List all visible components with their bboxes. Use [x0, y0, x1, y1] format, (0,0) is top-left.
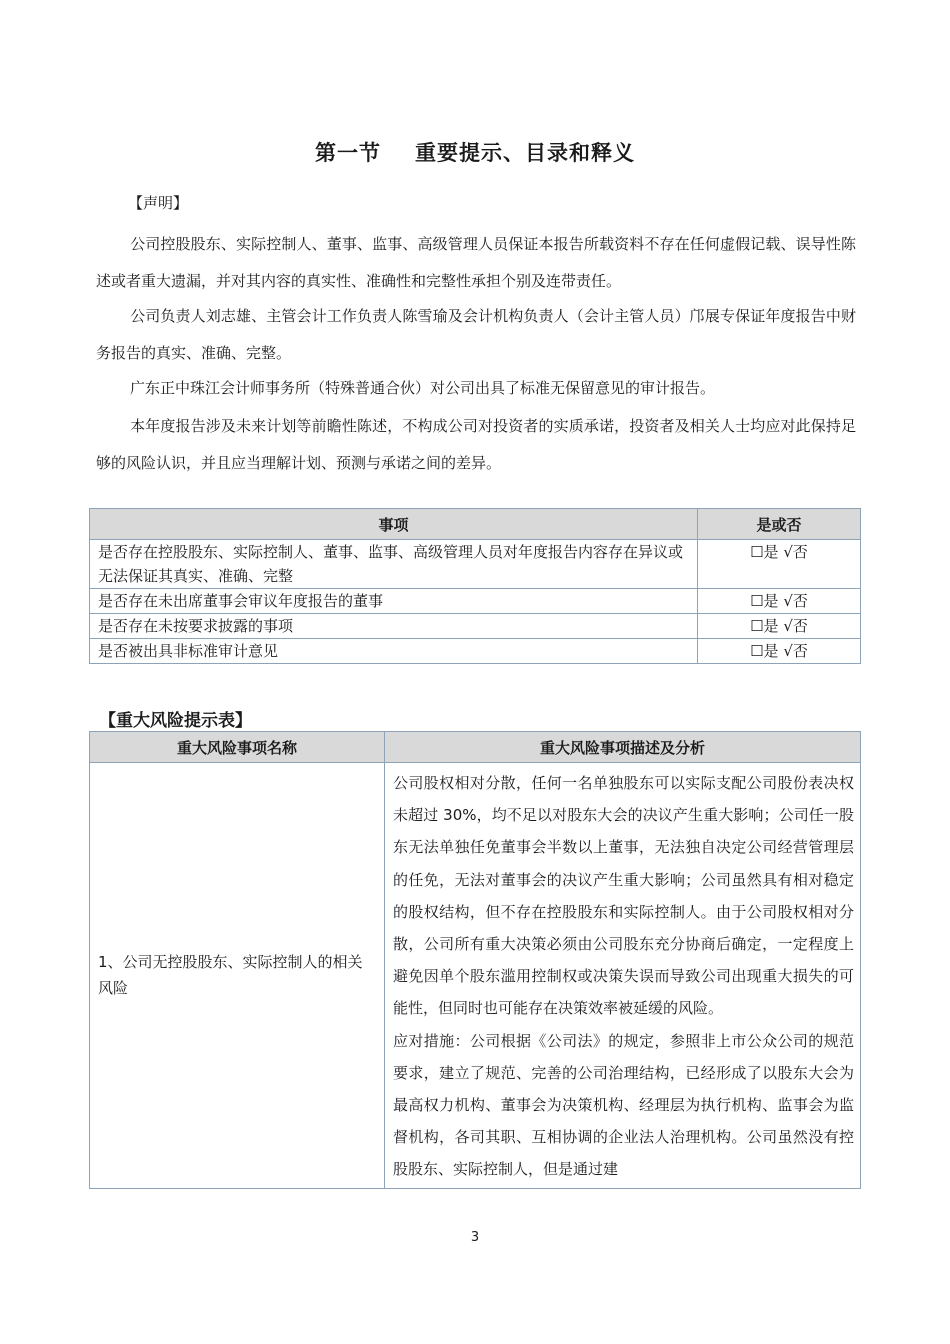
- answer-cell: ☐是 √否: [698, 589, 861, 614]
- paragraph-auditor: 广东正中珠江会计师事务所（特殊普通合伙）对公司出具了标准无保留意见的审计报告。: [130, 379, 716, 397]
- header-risk-description: 重大风险事项描述及分析: [385, 732, 861, 763]
- header-risk-name: 重大风险事项名称: [90, 732, 385, 763]
- page-number: 3: [470, 1230, 480, 1245]
- section-title: [0, 137, 950, 167]
- header-yes-no: 是或否: [698, 509, 861, 540]
- risk-countermeasure-text: 应对措施：公司根据《公司法》的规定，参照非上市公众公司的规范要求，建立了规范、完善的公司治理结构，已经形成了以股东大会为最高权力机构、董事会为决策机构、经理层为执行机构、监事会为监督机构，各司其职、互相协调的企业法人治理机构。公司虽然没有控股股东、实际控制人，但是通过建: [393, 1031, 854, 1179]
- section-number: 第一节: [315, 141, 381, 165]
- matter-cell: 是否被出具非标准审计意见: [90, 639, 698, 664]
- risk-table: [89, 731, 861, 1189]
- paragraph-responsible-persons: 公司负责人刘志雄、主管会计工作负责人陈雪瑜及会计机构负责人（会计主管人员）邝展专保证年度报告中财务报告的真实、准确、完整。: [96, 307, 856, 362]
- section-name: 重要提示、目录和释义: [415, 141, 635, 165]
- risk-table-heading: 【重大风险提示表】: [99, 711, 252, 731]
- matter-cell: 是否存在控股股东、实际控制人、董事、监事、高级管理人员对年度报告内容存在异议或无法保证其真实、准确、完整: [90, 540, 698, 589]
- table-row: [90, 639, 861, 664]
- risk-description-text: 公司股权相对分散，任何一名单独股东可以实际支配公司股份表决权未超过 30%，均不足以对股东大会的决议产生重大影响；公司任一股东无法单独任免董事会半数以上董事，无法独自决定公司经营管理层的任免，无法对董事会的决议产生重大影响；公司虽然具有相对稳定的股权结构，但不存在控股股东和实际控制人。由于公司股权相对分散，公司所有重大决策必须由公司股东充分协商后确定，一定程度上避免因单个股东滥用控制权或决策失误而导致公司出现重大损失的可能性，但同时也可能存在决策效率被延缓的风险。: [393, 774, 854, 1018]
- matter-cell: 是否存在未按要求披露的事项: [90, 614, 698, 639]
- answer-cell: ☐是 √否: [698, 639, 861, 664]
- risk-description-cell: [385, 763, 861, 1189]
- table-header-row: [90, 732, 861, 763]
- risk-name-cell: 1、公司无控股股东、实际控制人的相关风险: [90, 763, 385, 1189]
- table-row: [90, 614, 861, 639]
- matters-table: [89, 508, 861, 664]
- table-row: [90, 763, 861, 1189]
- paragraph-guarantee: 公司控股股东、实际控制人、董事、监事、高级管理人员保证本报告所载资料不存在任何虚假记载、误导性陈述或者重大遗漏，并对其内容的真实性、准确性和完整性承担个别及连带责任。: [96, 235, 856, 290]
- declaration-label: 【声明】: [128, 194, 189, 212]
- paragraph-forward-looking: 本年度报告涉及未来计划等前瞻性陈述，不构成公司对投资者的实质承诺，投资者及相关人士均应对此保持足够的风险认识，并且应当理解计划、预测与承诺之间的差异。: [96, 417, 856, 472]
- matter-cell: 是否存在未出席董事会审议年度报告的董事: [90, 589, 698, 614]
- table-row: [90, 589, 861, 614]
- table-row: [90, 540, 861, 589]
- header-matter: 事项: [90, 509, 698, 540]
- answer-cell: ☐是 √否: [698, 614, 861, 639]
- table-header-row: [90, 509, 861, 540]
- answer-cell: ☐是 √否: [698, 540, 861, 589]
